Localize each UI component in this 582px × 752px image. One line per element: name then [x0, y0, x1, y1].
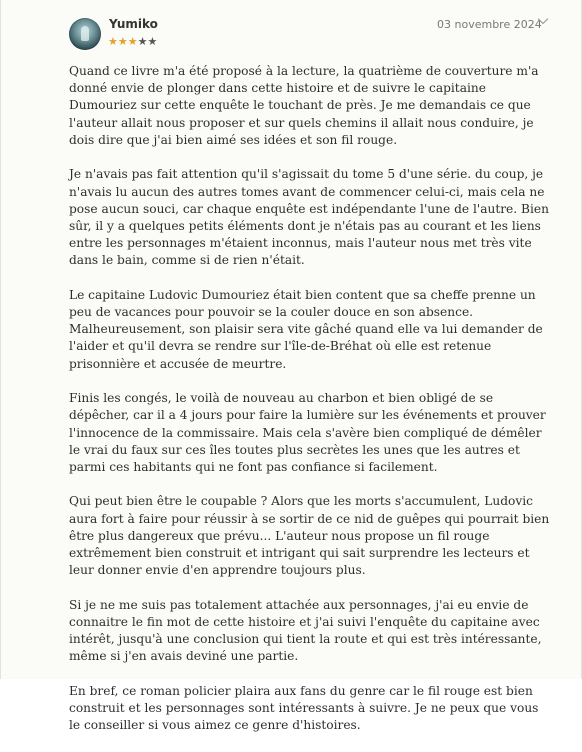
star-icon: ★	[147, 35, 158, 48]
review-paragraph: Si je ne me suis pas totalement attachée aux personnages, j'ai eu envie de connaitre le fin mot de cette histoire et j'ai suivi l'enquête du capitaine avec intérêt, jusqu'à une conclusion qui tient la route et qui est très intéressante, même si j'en avais deviné une partie.	[69, 597, 542, 664]
review-paragraph: Finis les congés, le voilà de nouveau au charbon et bien obligé de se dépêcher, car il a 4 jours pour faire la lumière sur les événements et prouver l'innocence de la commissaire. Mais cela s'avère bien compliqué de démêler le vrai du faux sur ces îles toutes plus secrètes les unes que les autres et parmi ces habitants qui ne font pas confiance si facilement.	[69, 391, 546, 474]
star-rating	[108, 35, 157, 48]
star-icon: ★	[127, 35, 138, 48]
review-text	[69, 63, 553, 752]
star-icon: ★	[108, 35, 118, 48]
avatar[interactable]	[69, 18, 101, 50]
reviewer-name[interactable]: Yumiko	[109, 17, 158, 31]
chevron-down-icon[interactable]	[537, 15, 549, 27]
review-date: 03 novembre 2024	[437, 18, 542, 31]
review-paragraph: Qui peut bien être le coupable ? Alors que les morts s'accumulent, Ludovic aura fort à faire pour réussir à se sortir de ce nid de guêpes qui pourrait bien être plus dangereux que prévu... L'auteur nous propose un fil rouge extrêmement bien construit et intrigant qui sait surprendre les lecteurs et leur donner envie d'en apprendre toujours plus.	[69, 494, 550, 578]
star-icon: ★	[117, 35, 128, 48]
review-paragraph: En bref, ce roman policier plaira aux fans du genre car le fil rouge est bien construit et les personnages sont intéressants à suivre. Je ne peux que vous le conseiller si vous aimez ce genre d'histoires.	[69, 683, 539, 733]
review-paragraph: Je n'avais pas fait attention qu'il s'agissait du tome 5 d'une série. du coup, je n'avais lu aucun des autres tomes avant de commencer celui-ci, mais cela ne pose aucun souci, car chaque enquête est indépendante l'une de l'autre. Bien sûr, il y a quelques petits éléments dont je n'étais pas au courant et les liens entre les personnages m'étaient inconnus, mais l'auteur nous met très vite dans le bain, comme si de rien n'était.	[69, 167, 549, 268]
star-icon: ★	[137, 35, 148, 48]
review-paragraph: Le capitaine Ludovic Dumouriez était bien content que sa cheffe prenne un peu de vacances pour pouvoir se la couler douce en son absence. Malheureusement, son plaisir sera vite gâché quand elle va lui demander de l'aider et qu'il devra se rendre sur l'île-de-Bréhat où elle est retenue prisonnière et accusée de meurtre.	[69, 287, 543, 371]
review-paragraph: Quand ce livre m'a été proposé à la lecture, la quatrième de couverture m'a donné envie de plonger dans cette histoire et de suivre le capitaine Dumouriez sur cette enquête le touchant de près. Je me demandais ce que l'auteur allait nous proposer et sur quels chemins il allait nous conduire, je dois dire que j'ai bien aimé ses idées et son fil rouge.	[69, 64, 539, 147]
